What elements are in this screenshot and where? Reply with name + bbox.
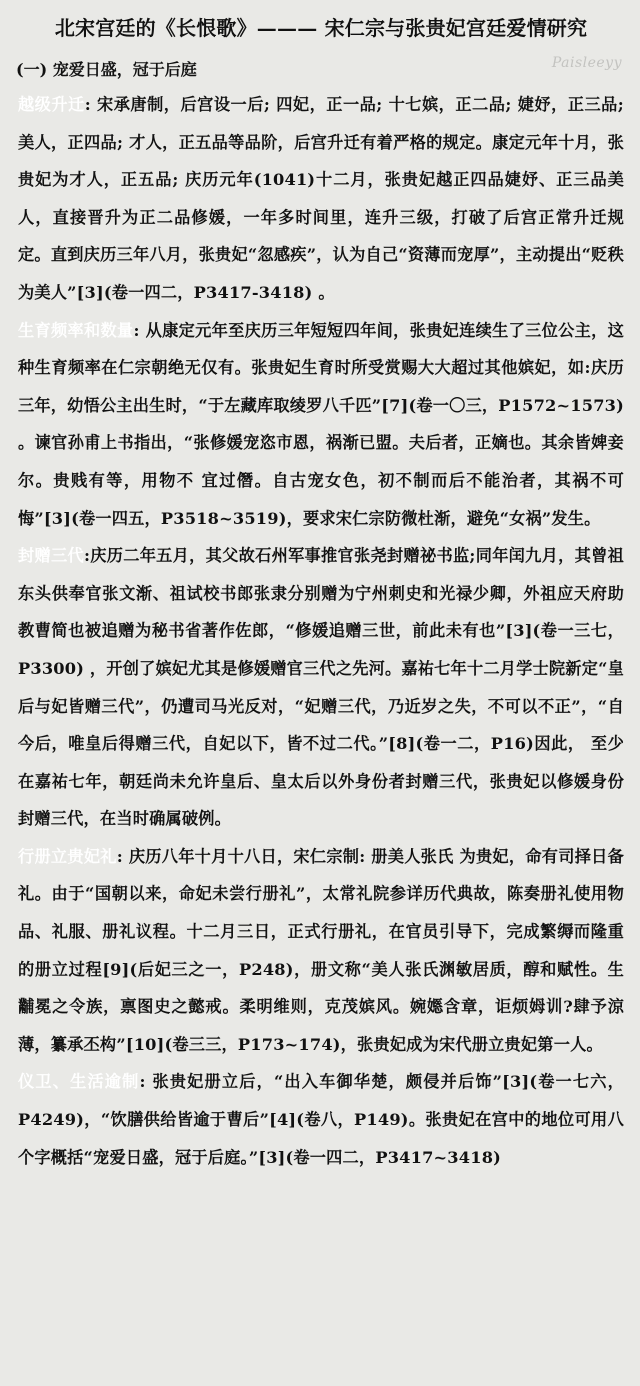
text-childbirth: : 从康定元年至庆历三年短短四年间，张贵妃连续生了三位公主，这种生育频率在仁宗朝绝无仅有。张贵妃生育时所受赏赐大大超过其他嫔妃，如:庆历三年，幼悟公主出生时，“于左藏库取绫罗八千匹”[7](卷一〇三，P1572~1573) 。谏官孙甫上书指出，“张修媛宠恣市恩，祸渐已盟。夫后者，正嫡也。其余皆婢妾尔。贵贱有等，用物不 宜过僭。自古宠女色，初不制而后不能治者，其祸不可悔”[3](卷一四五，P3518~3519)，要求宋仁宗防微杜渐，避免“女祸”发生。 (18, 320, 624, 528)
heading-childbirth: 生育频率和数量 (18, 320, 134, 340)
paragraph-consort-ceremony (18, 838, 624, 1064)
text-promotion: : 宋承唐制，后宫设一后; 四妃，正一品; 十七嫔，正二品; 婕妤，正三品; 美人，正四品; 才人，正五品等品阶，后宫升迁有着严格的规定。康定元年十月，张贵妃为才人，正五品; 庆历元年(1041)十二月，张贵妃越正四品婕妤、正三品美人，直接晋升为正二品修媛，一年多时间里，连升三级，打破了后宫正常升迁规定。直到庆历三年八月，张贵妃“忽感疾”，认为自己“资薄而宠厚”，主动提出“贬秩为美人”[3](卷一四二，P3417-3418) 。 (18, 95, 624, 302)
heading-consort-ceremony: 行册立贵妃礼 (18, 846, 117, 866)
heading-promotion: 越级升迁 (18, 95, 85, 114)
section-subtitle: (一) 宠爱日盛，冠于后庭 (16, 60, 197, 79)
text-privileges: : 张贵妃册立后，“出入车御华楚，颇侵并后饰”[3](卷一七六，P4249)，“饮膳供给皆逾于曹后”[4](卷八，P149)。张贵妃在宫中的地位可用八个字概括“宠爱日盛，冠于后庭。”[3](卷一四二，P3417~3418) (18, 1072, 624, 1167)
page-title: 北宋宫廷的《长恨歌》——— 宋仁宗与张贵妃宫廷爱情研究 (54, 16, 588, 40)
watermark-signature: Paisleeyy (551, 55, 622, 71)
paragraph-promotion (18, 86, 624, 312)
text-consort-ceremony: : 庆历八年十月十八日，宋仁宗制: 册美人张氏 为贵妃，命有司择日备礼。由于“国朝以来，命妃未尝行册礼”，太常礼院参详历代典故，陈奏册礼使用物品、礼服、册礼议程。十二月三日，正式行册礼，在官员引导下，完成繁缛而隆重的册立过程[9](后妃三之一，P248)，册文称“美人张氏渊敏居质，醇和赋性。生黼冕之令族，禀图史之懿戒。柔明维则，克茂嫔风。婉嫕含章，讵烦姆训?肆予涼薄，纂承丕构”[10](卷三三，P173~174)，张贵妃成为宋代册立贵妃第一人。 (18, 846, 625, 1054)
heading-posthumous-titles: 封赠三代 (18, 546, 84, 566)
paragraph-privileges (18, 1063, 624, 1176)
heading-privileges: 仪卫、生活逾制 (18, 1072, 140, 1092)
text-posthumous-titles: :庆历二年五月，其父故石州军事推官张尧封赠祕书监;同年闰九月，其曾祖东头供奉官张文渐、祖试校书郎张隶分别赠为宁州刺史和光禄少卿，外祖应天府助教曹简也被追赠为秘书省著作佐郎，“修媛追赠三世，前此未有也”[3](卷一三七，P3300) ，开创了嫔妃尤其是修媛赠官三代之先河。嘉祐七年十二月学士院新定“皇后与妃皆赠三代”，仍遭司马光反对，“妃赠三代，乃近岁之失，不可以不正”，“自今后，唯皇后得赠三代，自妃以下，皆不过二代。”[8](卷一二，P16)因此， 至少在嘉祐七年，朝廷尚未允许皇后、皇太后以外身份者封赠三代，张贵妃以修媛身份封赠三代，在当时确属破例。 (18, 546, 624, 829)
paragraph-posthumous-titles (18, 537, 624, 838)
paragraph-childbirth (18, 312, 624, 538)
